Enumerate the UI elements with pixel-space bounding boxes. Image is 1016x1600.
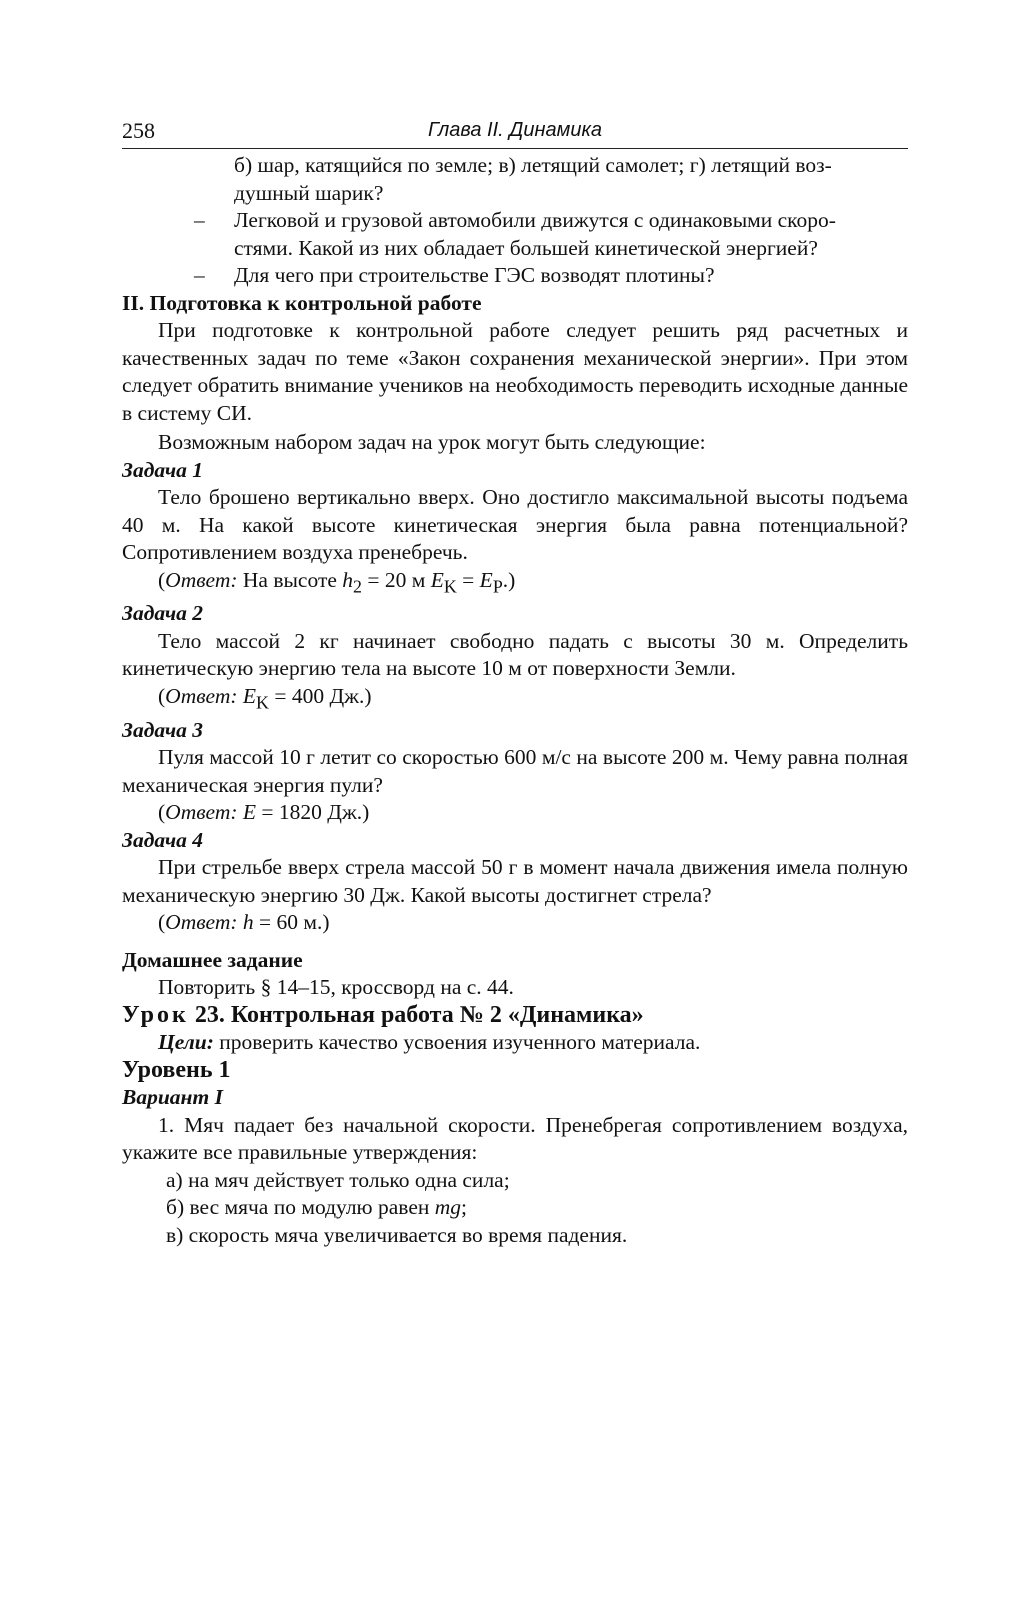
homework-text: Повторить § 14–15, кроссворд на с. 44.: [158, 975, 514, 1000]
answer-variable: E: [242, 800, 257, 825]
section-paragraph: Возможным набором задач на урок могут быть следующие:: [158, 430, 706, 454]
task-title: Задача 1: [122, 457, 203, 482]
task-title: Задача 4: [122, 827, 203, 852]
task-answer: (Ответ: $E_K = 400$ Дж.): [158, 683, 372, 713]
lesson-word: Урок: [122, 1001, 189, 1028]
section-paragraph: При подготовке к контрольной работе следует решить ряд расчетных и качественных задач по теме «Закон сохранения механической энергии». При этом следует обратить внимание учеников на необходимость переводить исходные данные в систему СИ.: [122, 318, 908, 425]
page-content: [122, 152, 908, 1249]
lesson-goals: [122, 1029, 908, 1057]
page-number: 258: [122, 118, 155, 143]
answer-text: =: [456, 567, 480, 592]
answer-variable: h: [342, 567, 354, 592]
question-text: Для чего при строительстве ГЭС возводят плотины?: [234, 263, 715, 287]
running-head: Глава II. Динамика: [427, 119, 603, 141]
option-text: ;: [461, 1195, 468, 1220]
task-answer: (Ответ: E = 1820 Дж.): [158, 800, 370, 825]
answer-subscript: K: [443, 575, 457, 596]
question-text: Легковой и грузовой автомобили движутся с одинаковыми скоро-: [234, 208, 836, 232]
homework-heading: Домашнее задание: [122, 947, 303, 972]
goals-label: Цели:: [158, 1030, 214, 1055]
task-title: Задача 2: [122, 601, 203, 626]
question-item: [122, 262, 908, 290]
task-text: При стрельбе вверх стрела массой 50 г в момент начала движения имела полную механическую энергию 30 Дж. Какой высоты достигнет стрела?: [122, 855, 908, 907]
option-text: б) вес мяча по модулю равен: [166, 1195, 435, 1220]
answer-label: Ответ:: [165, 567, 238, 592]
task-title: Задача 3: [122, 717, 203, 742]
answer-text: .): [502, 567, 516, 592]
answer-label: Ответ:: [165, 683, 238, 708]
lesson-title: [122, 1002, 908, 1030]
dash-marker: –: [194, 263, 205, 287]
question-text: стями. Какой из них обладает большей кинетической энергией?: [234, 235, 818, 260]
answer-option: [122, 1194, 908, 1222]
answer-text: = 1820 Дж.): [256, 800, 370, 825]
task-text: Пуля массой 10 г летит со скоростью 600 м/с на высоте 200 м. Чему равна полная механическая энергия пули?: [122, 745, 908, 797]
intro-line: б) шар, катящийся по земле; в) летящий самолет; г) летящий воз-: [234, 153, 832, 177]
answer-subscript: P: [492, 575, 503, 596]
answer-text: На высоте: [242, 567, 343, 592]
intro-line: душный шарик?: [234, 180, 384, 205]
answer-label: Ответ:: [165, 800, 238, 825]
task-answer: (Ответ: h = 60 м.): [158, 910, 330, 935]
task-answer: (Ответ: На высоте $h_2 = 20$ м $E_K = E_P$.): [158, 567, 516, 596]
task-text: Тело брошено вертикально вверх. Оно достигло максимальной высоты подъема 40 м. На какой высоте кинетическая энергия была равна потенциальной? Сопротивлением воздуха пренебречь.: [122, 485, 908, 564]
task-text: Тело массой 2 кг начинает свободно падать с высоты 30 м. Определить кинетическую энергию тела на высоте 10 м от поверхности Земли.: [122, 628, 908, 681]
answer-text: = 400 Дж.): [268, 683, 372, 708]
dash-marker: –: [194, 208, 205, 232]
answer-option: а) на мяч действует только одна сила;: [166, 1167, 510, 1192]
answer-text: = 20 м: [361, 567, 431, 592]
goals-text: проверить качество усвоения изученного материала.: [219, 1030, 701, 1055]
answer-variable: E: [242, 683, 257, 708]
answer-subscript: K: [256, 692, 269, 713]
page-header: [122, 118, 908, 149]
answer-text: = 60 м.): [253, 910, 330, 935]
answer-variable: E: [479, 567, 493, 592]
level-heading: Уровень 1: [122, 1056, 231, 1083]
option-variable: mg: [434, 1195, 462, 1220]
variant-heading: Вариант I: [122, 1085, 223, 1110]
section-heading: II. Подготовка к контрольной работе: [122, 290, 482, 315]
lesson-title-text: 23. Контрольная работа № 2 «Динамика»: [194, 1001, 644, 1028]
answer-variable: h: [242, 910, 254, 935]
question-item: [122, 207, 908, 262]
answer-subscript: 2: [353, 575, 362, 596]
answer-option: в) скорость мяча увеличивается во время падения.: [166, 1222, 628, 1247]
answer-variable: E: [430, 567, 444, 592]
question-text: 1. Мяч падает без начальной скорости. Пренебрегая сопротивлением воздуха, укажите все правильные утверждения:: [122, 1112, 908, 1165]
answer-label: Ответ:: [165, 910, 238, 935]
